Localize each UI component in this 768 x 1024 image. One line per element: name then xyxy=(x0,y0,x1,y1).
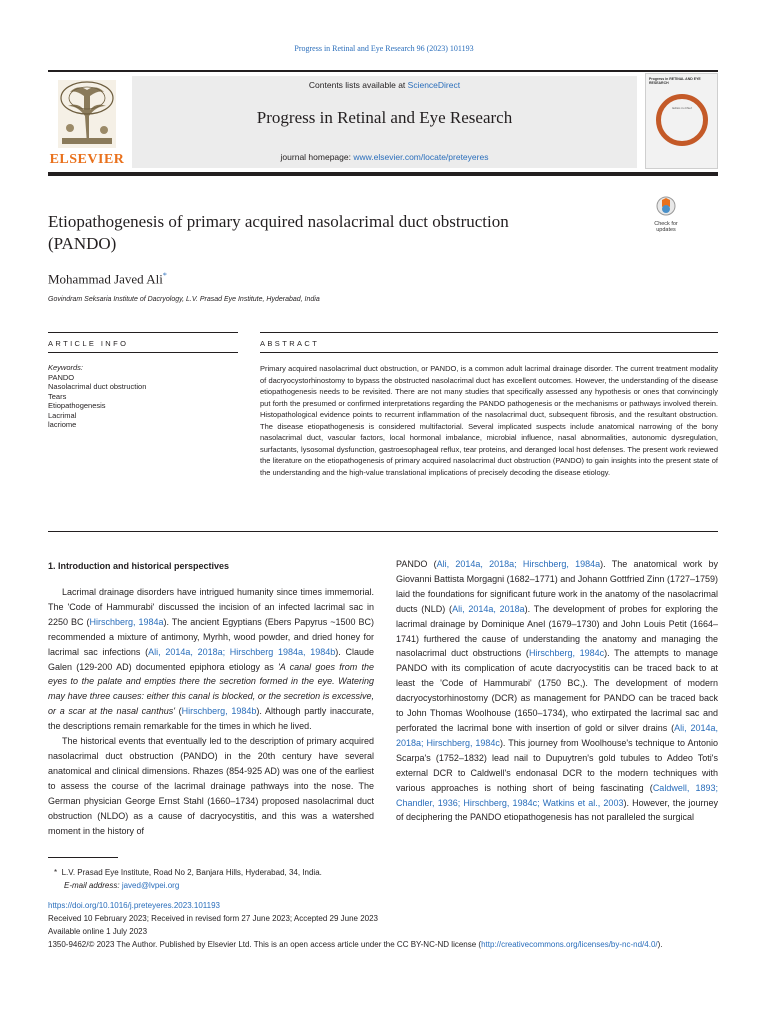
corresponding-author-note: * L.V. Prasad Eye Institute, Road No 2, Banjara Hills, Hyderabad, 34, India. xyxy=(54,868,322,877)
keywords-list xyxy=(48,363,238,430)
footnote-rule xyxy=(48,857,118,858)
citation-link[interactable]: Caldwell, 1893; Chandler, 1936; Hirschberg, 1984c; Watkins et al., 2003 xyxy=(396,782,718,808)
doi-line xyxy=(48,899,718,912)
email-link[interactable]: javed@lvpei.org xyxy=(121,881,180,890)
body-column-left xyxy=(48,585,374,838)
check-updates-label: Check for updates xyxy=(654,221,678,233)
abstract-text: Primary acquired nasolacrimal duct obstruction, or PANDO, is a common adult lacrimal drainage disorder. The current treatment modality of dacryocystorhinostomy to bypass the obstructed nasolacrimal duct has excellent outcomes. However, the understanding of the disease etiopathogenesis needs to be revisited. There are not many studies that specifically assessed any hypothesis or ones that convincingly put forth the presumed or confirmed interpretations regarding the PANDO pathogenesis or the mechanisms or pathways involved therein. Histopathological evidence points to recurrent inflammation of the nasolacrimal duct, subsequent fibrosis, and the resultant obstruction. The disease etiopathogenesis is considered multifactorial. Several implicated suspects include anatomical narrowing of the bony nasolacrimal duct, vascular factors, local hormonal imbalance, microbial influence, nasal abnormalities, autonomic dysregulation, surfactants, lysosomal dysfunction, gastroesophageal reflux, tear proteins, and deranged local host defenses. The present work reviewed the literature on the etiopathogenesis of primary acquired nasolacrimal duct obstruction (PANDO) to gain insights into the present state of the understanding and the high-value translational implications of precisely decoding the disease etiology. xyxy=(260,364,718,477)
paragraph-3: PANDO (Ali, 2014a, 2018a; Hirschberg, 1984a). The anatomical work by Giovanni Battista Morgagni (1682–1771) and Johann Gottfried Zinn (1727–1759) laid the foundations for significant future work in the anatomy of the nasolacrimal ducts (NLD) (Ali, 2014a, 2018a). The development of probes for exploring the lacrimal drainage by Dominique Anel (1679–1730) and John Louis Petit (1664–1741) furthered the cause of understanding the anatomy and managing the nasolacrimal duct obstructions (Hirschberg, 1984c). The attempts to manage PANDO with its complication of acute dacryocystitis can be traced back to at least the 'Code of Hammurabi' (1750 BC,). The development of modern dacryocystorhinostomy (DCR) as management for PANDO can be traced back to John Thomas Woolhouse (1650–1734), who extirpated the lacrimal sac and perforated the lacrimal bone with insertion of gold or silver drains (Ali, 2014a, 2018a; Hirschberg, 1984c). This journey from Woolhouse's technique to Antonio Scarpa's (1752–1832) lead nail to Dupuytren's gold tubules to Addeo Toti's external DCR to Caldwell's endonasal DCR to the modern techniques with various approaches is nothing short of being fascinating (Caldwell, 1893; Chandler, 1936; Hirschberg, 1984c; Watkins et al., 2003). However, the journey of deciphering the PANDO etiopathogenesis has not paralleled the surgical xyxy=(396,559,719,823)
keyword-item: PANDO xyxy=(48,372,75,382)
abstract-rule-top xyxy=(260,332,718,333)
article-info-rule-mid xyxy=(48,352,238,353)
citation-link[interactable]: Hirschberg, 1984c xyxy=(528,648,605,659)
abstract-rule-mid xyxy=(260,352,718,353)
author-affiliation: Govindram Seksaria Institute of Dacryology, L.V. Prasad Eye Institute, Hyderabad, India xyxy=(48,296,320,303)
galen-quote: 'A canal goes from the eyes to the palate and empties there the secretion formed in the eye. Watering may have three causes: either this canal is blocked, or the secretion is excessive, or a scar at the nasal canthus' xyxy=(48,661,374,717)
cover-ring-graphic xyxy=(656,94,708,146)
article-info-rule-top xyxy=(48,332,238,333)
cover-title: Progress in RETINAL AND EYE RESEARCH xyxy=(649,77,701,85)
publisher-wordmark: ELSEVIER xyxy=(49,152,125,167)
online-date: Available online 1 July 2023 xyxy=(48,927,148,936)
journal-reference[interactable]: Progress in Retinal and Eye Research 96 (2023) 101193 xyxy=(294,44,474,53)
citation-link[interactable]: Ali, 2014a, 2018a; Hirschberg, 1984a xyxy=(436,559,601,569)
cover-text: Editor-in-Chief xyxy=(672,106,692,110)
paragraph-1: Lacrimal drainage disorders have intrigued humanity since times immemorial. The 'Code of Hammurabi' discussed the incision of an infected lacrimal sac in 2250 BC (Hirschberg, 1984a). The ancient Egyptians (Ebers Papyrus ~1500 BC) recommended a mixture of antimony, Myrhh, wood powder, and dried honey for lacrimal sac infections (Ali, 2014a, 2018a; Hirschberg 1984a, 1984b). Claude Galen (129-200 AD) documented epiphora etiology as 'A canal goes from the eyes to the palate and empties there the secretion formed in the eye. Watering may have three causes: either this canal is blocked, or the secretion is excessive, or a scar at the nasal canthus' (Hirschberg, 1984b). Although partly inaccurate, the descriptions remain remarkable for the times in which he lived. xyxy=(48,587,374,732)
journal-homepage-link[interactable]: www.elsevier.com/locate/preteyeres xyxy=(353,152,489,162)
paragraph-2: The historical events that eventually led to the description of primary acquired nasolacrimal duct obstruction (PANDO) in the 20th century have several anatomical and clinical dimensions. Rhazes (854-925 AD) was one of the earliest to assess the course of the lacrimal drainage pathways into the nose. The German physician George Ernst Stahl (1660–1734) proposed nasolacrimal duct obstruction (NLDO) as a cause of dacryocystitis, and this was a watershed moment in the history of xyxy=(48,736,374,836)
journal-homepage-line: journal homepage: www.elsevier.com/locate/preteyeres xyxy=(280,152,489,162)
citation-link[interactable]: Hirschberg, 1984a xyxy=(89,616,164,627)
section-heading-introduction: 1. Introduction and historical perspectives xyxy=(48,561,230,571)
email-note: E-mail address: javed@lvpei.org xyxy=(64,881,180,890)
keyword-item: Tears xyxy=(48,391,67,401)
header-rule-top xyxy=(48,70,718,72)
check-updates-icon xyxy=(656,196,676,216)
sciencedirect-link[interactable]: ScienceDirect xyxy=(407,80,461,90)
article-info-heading: ARTICLE INFO xyxy=(48,339,129,348)
keyword-item: Nasolacrimal duct obstruction xyxy=(48,382,147,391)
keyword-item: lacriome xyxy=(48,420,77,429)
keywords-label: Keywords: xyxy=(48,363,84,372)
journal-cover-thumbnail[interactable] xyxy=(645,73,718,169)
received-dates: Received 10 February 2023; Received in revised form 27 June 2023; Accepted 29 June 2023 xyxy=(48,914,378,923)
journal-title: Progress in Retinal and Eye Research xyxy=(256,108,513,127)
citation-link[interactable]: Ali, 2014a, 2018a xyxy=(452,603,525,614)
article-title: Etiopathogenesis of primary acquired nasolacrimal duct obstruction (PANDO) xyxy=(48,212,509,253)
keyword-item: Lacrimal xyxy=(48,410,77,420)
abstract-heading: ABSTRACT xyxy=(260,339,320,348)
license-link[interactable]: http://creativecommons.org/licenses/by-nc-nd/4.0/ xyxy=(481,940,658,949)
check-for-updates-badge[interactable] xyxy=(646,196,686,233)
author-name: Mohammad Javed Ali* xyxy=(48,271,167,287)
doi-link[interactable]: https://doi.org/10.1016/j.preteyeres.2023.101193 xyxy=(48,901,220,910)
keyword-item: Etiopathogenesis xyxy=(48,401,106,410)
citation-link[interactable]: Ali, 2014a, 2018a; Hirschberg 1984a, 1984b xyxy=(148,646,336,657)
citation-link[interactable]: Ali, 2014a, 2018a; Hirschberg, 1984c xyxy=(396,722,719,748)
body-column-right xyxy=(396,557,718,825)
license-statement: 1350-9462/© 2023 The Author. Published by Elsevier Ltd. This is an open access article under the CC BY-NC-ND license (http://creativecommons.org/licenses/by-nc-nd/4.0/). xyxy=(48,940,663,949)
header-rule-bottom xyxy=(48,172,718,176)
citation-link[interactable]: Hirschberg, 1984b xyxy=(181,706,257,717)
author-corresponding-mark[interactable]: * xyxy=(162,271,167,280)
contents-line: Contents lists available at ScienceDirect xyxy=(308,80,461,90)
abstract-rule-bottom xyxy=(48,531,718,532)
